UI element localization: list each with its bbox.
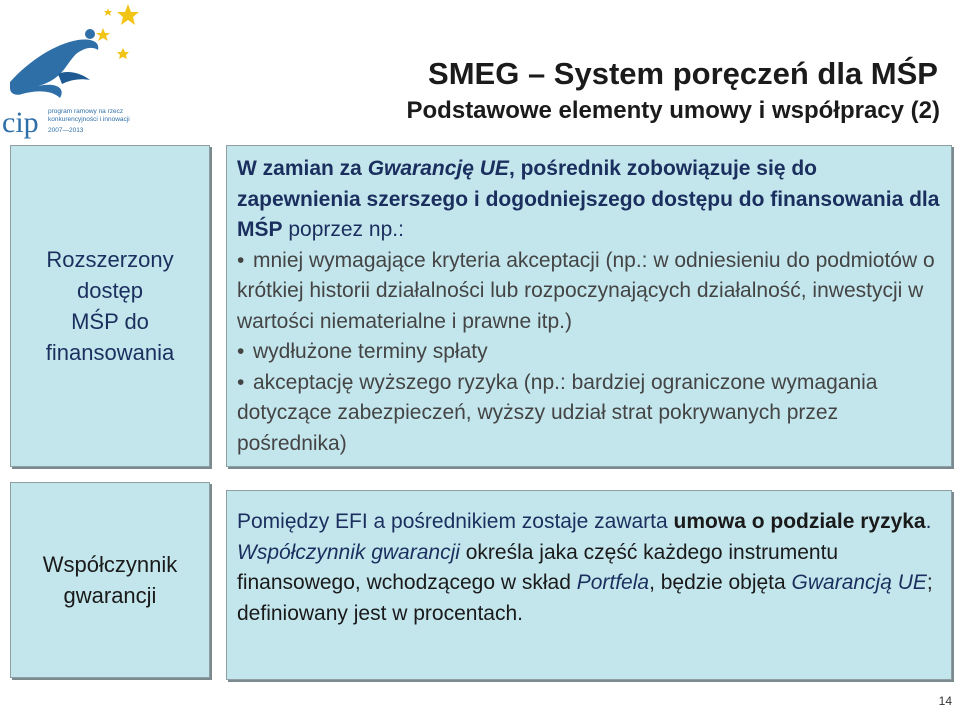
bullet-item: • mniej wymagające kryteria akceptacji (np.: w odniesieniu do podmiotów o krótkiej historii działalności lub rozpoczynających działalność, inwestycji w wartości niematerialne i prawne itp.) bbox=[237, 246, 945, 338]
intro-part-b: Gwarancję UE bbox=[367, 157, 509, 180]
p2-part-b: określa jaka część każdego instrumentu finansowego, wchodzącego w skład bbox=[237, 540, 839, 594]
section-label-access: Rozszerzony dostęp MŚP do finansowania bbox=[45, 247, 175, 365]
logo-line1: program ramowy na rzecz bbox=[48, 108, 124, 115]
ratio-text bbox=[237, 507, 945, 629]
leaping-figure-icon bbox=[0, 0, 150, 140]
section-label-box-ratio bbox=[10, 482, 210, 678]
p2-part-d: , będzie objęta bbox=[649, 571, 792, 594]
logo-years: 2007—2013 bbox=[48, 127, 84, 134]
section-content-access bbox=[226, 145, 952, 467]
logo-abbr: cip bbox=[2, 106, 39, 139]
p2-part-f: ; definiowany jest w procentach. bbox=[237, 571, 933, 625]
page-number: 14 bbox=[938, 694, 952, 708]
intro-part-a: W zamian za bbox=[237, 157, 368, 180]
page-title: SMEG – System poręczeń dla MŚP bbox=[428, 56, 938, 91]
bullet-item: • akceptację wyższego ryzyka (np.: bardziej ograniczone wymagania dotyczące zabezpieczeń, wyższy udział strat pokrywanych przez pośrednika) bbox=[237, 368, 945, 460]
section-content-ratio bbox=[226, 490, 952, 680]
section-label-box-access bbox=[10, 145, 210, 467]
logo-line2: konkurencyjności i innowacji bbox=[48, 116, 130, 123]
page-subtitle: Podstawowe elementy umowy i współpracy (2) bbox=[406, 97, 940, 124]
intro-part-d: poprzez np.: bbox=[282, 218, 404, 241]
p1-part-c: . bbox=[925, 510, 932, 533]
bullet-item: • wydłużone terminy spłaty bbox=[237, 337, 945, 368]
p2-part-a: Współczynnik gwarancji bbox=[237, 540, 460, 564]
p2-part-e: Gwarancją UE bbox=[791, 571, 927, 594]
star-icon bbox=[96, 4, 139, 59]
p1-part-b: umowa o podziale ryzyka bbox=[673, 510, 926, 533]
access-text bbox=[237, 154, 945, 459]
section-label-ratio: Współczynnik gwarancji bbox=[42, 552, 178, 608]
intro-part-c: , pośrednik zobowiązuje się do zapewnienia szerszego i dogodniejszego dostępu do finansowania dla MŚP bbox=[237, 157, 940, 241]
p2-part-c: Portfela bbox=[576, 571, 650, 594]
p1-part-a: Pomiędzy EFI a pośrednikiem zostaje zawarta bbox=[237, 510, 674, 533]
cip-logo bbox=[0, 0, 150, 140]
